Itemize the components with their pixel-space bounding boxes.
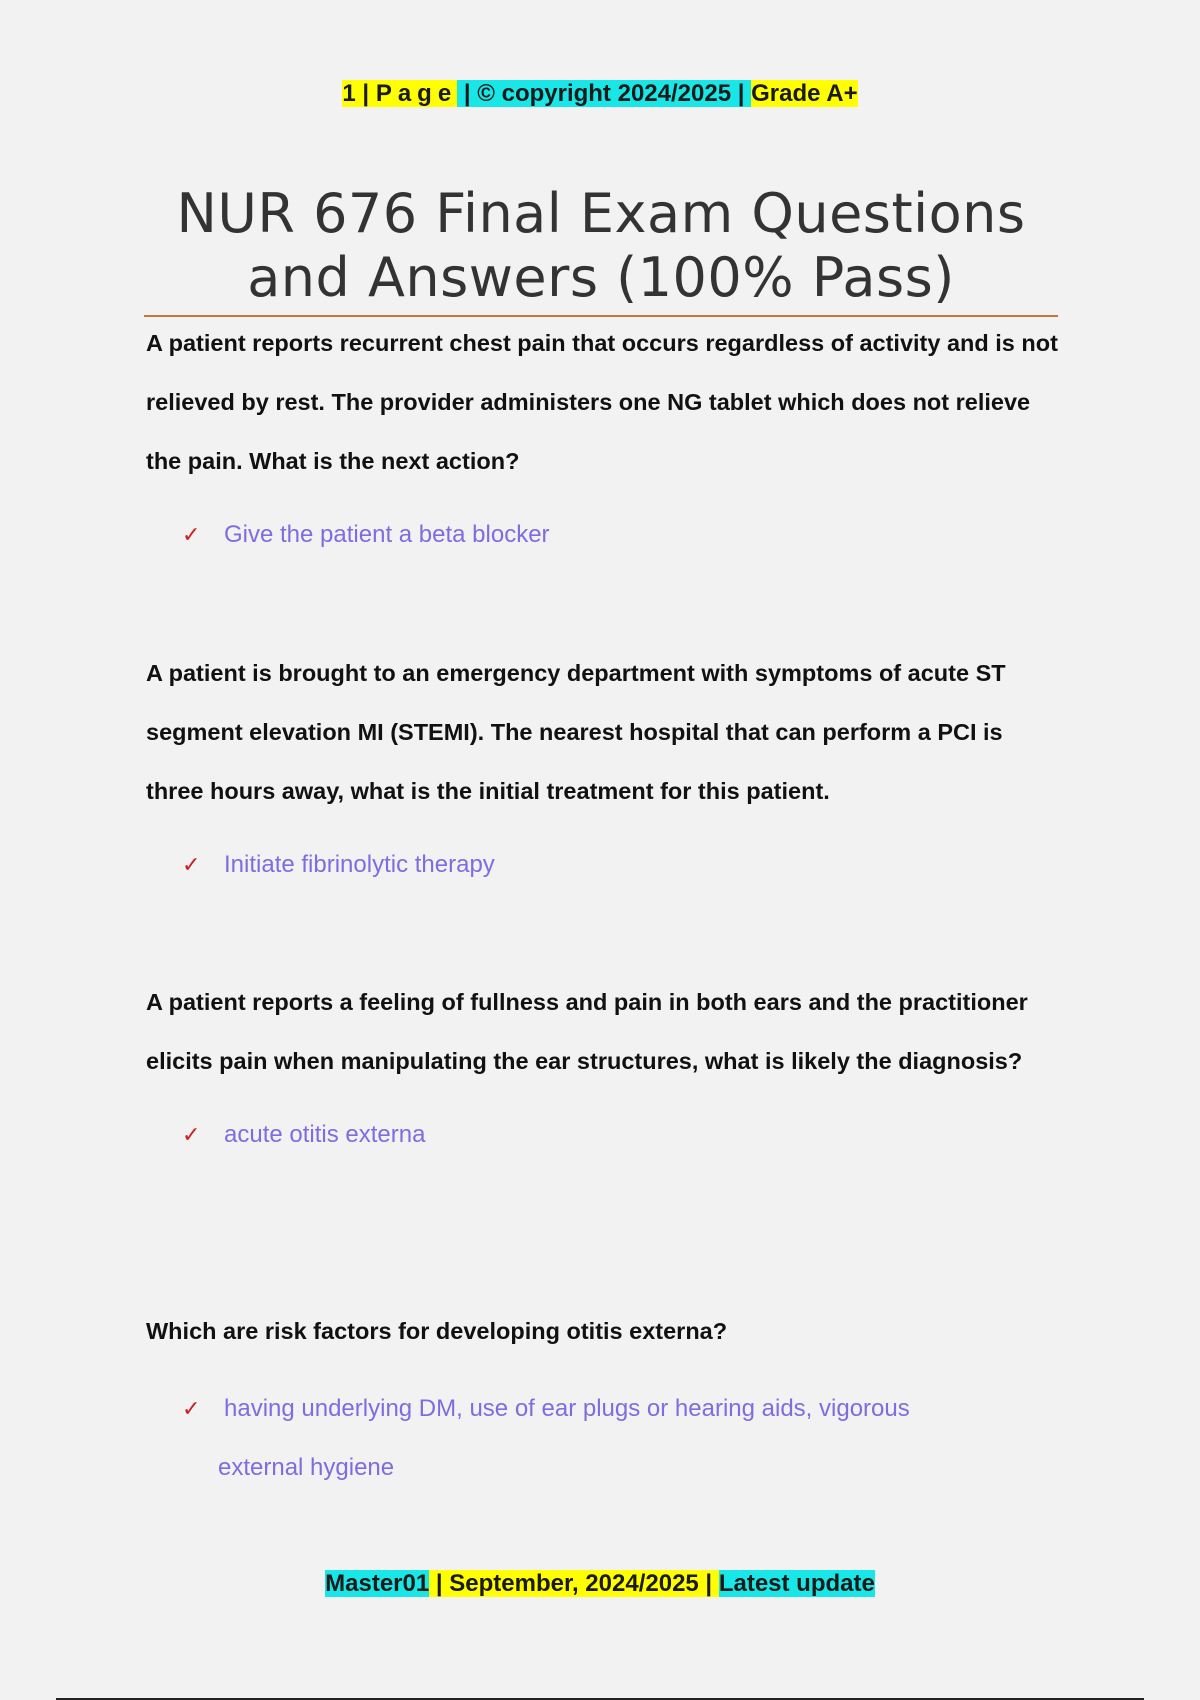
page-header <box>0 76 1200 112</box>
check-icon: ✓ <box>182 852 201 877</box>
author-label: Master01 <box>325 1570 430 1597</box>
question-4: Which are risk factors for developing otitis externa? <box>146 1318 728 1344</box>
qa-item-2 <box>146 644 1066 894</box>
answer-text-line-1: having underlying DM, use of ear plugs or hearing aids, vigorous <box>224 1395 910 1422</box>
answer-4 <box>146 1379 1066 1497</box>
answer-2 <box>146 835 1066 894</box>
question-1: A patient reports recurrent chest pain that occurs regardless of activity and is not relieved by rest. The provider administers one NG tablet which does not relieve the pain. What is the next action? <box>146 330 1058 474</box>
update-label: Latest update <box>718 1570 875 1597</box>
answer-3 <box>146 1105 1066 1164</box>
check-icon: ✓ <box>182 522 201 547</box>
page-number: 1 | <box>342 80 376 107</box>
question-2: A patient is brought to an emergency department with symptoms of acute ST segment elevation MI (STEMI). The nearest hospital that can perform a PCI is three hours away, what is the initial treatment for this patient. <box>146 660 1006 804</box>
qa-item-4 <box>146 1302 1066 1497</box>
answer-text-line-2: external hygiene <box>218 1454 395 1481</box>
document-title: NUR 676 Final Exam Questions and Answers (100% Pass) <box>176 182 1026 309</box>
grade-label: Grade A+ <box>751 80 858 107</box>
question-3: A patient reports a feeling of fullness and pain in both ears and the practitioner elicits pain when manipulating the ear structures, what is likely the diagnosis? <box>146 989 1028 1074</box>
qa-item-3 <box>146 973 1066 1164</box>
copyright-label: | © copyright 2024/2025 | <box>457 80 752 107</box>
check-icon: ✓ <box>182 1396 201 1421</box>
answer-text: acute otitis externa <box>224 1121 426 1148</box>
page-footer <box>0 1566 1200 1602</box>
page-number-label <box>342 80 457 107</box>
qa-item-1 <box>146 314 1066 564</box>
answer-text: Initiate fibrinolytic therapy <box>224 851 495 878</box>
answer-1 <box>146 505 1066 564</box>
answer-text: Give the patient a beta blocker <box>224 521 550 548</box>
check-icon: ✓ <box>182 1122 201 1147</box>
date-label: | September, 2024/2025 | <box>429 1570 719 1597</box>
page-word: Page <box>375 80 458 107</box>
